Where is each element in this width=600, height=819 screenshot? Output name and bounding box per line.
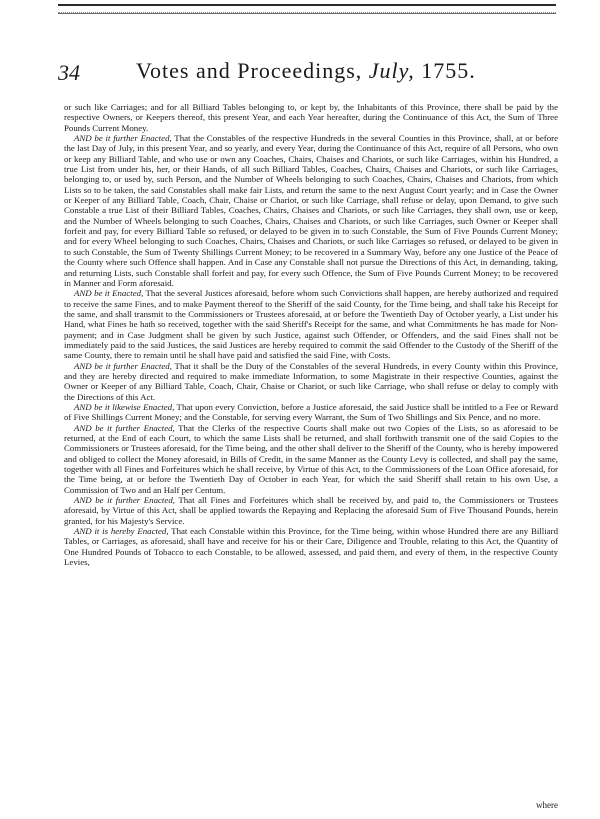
paragraph-1: or such like Carriages; and for all Billiard Tables belonging to, or kept by, the Inhabitants of this Province, there shall be paid by the respective Owners, or Keepers thereof, this present Year, and each Year hereafter, during the Continuance of this Act, the Sum of Three Pounds Current Money. [64, 102, 558, 133]
paragraph-5: AND be it likewise Enacted, That upon every Conviction, before a Justice aforesaid, the said Justice shall be intitled to a Fee or Reward of Five Shillings Current Money; and the Constable, for serving every Warrant, the Sum of Two Shillings and Six Pence, and no more. [64, 401, 558, 423]
paragraph-7: AND be it further Enacted, That all Fines and Forfeitures which shall be received by, and paid to, the Commissioners or Trustees aforesaid, by Virtue of this Act, shall be applied towards the Repaying and Replacing the aforesaid Sum of Five Thousand Pounds, herein granted, for his Majesty's Service. [64, 495, 558, 526]
enacting-clause: AND be it likewise Enacted, [74, 401, 175, 412]
running-title-month: July, [368, 58, 415, 83]
page-number: 34 [58, 60, 80, 85]
document-body [64, 102, 558, 567]
enacting-clause: AND be it further Enacted, [74, 360, 172, 371]
running-header [58, 58, 556, 94]
running-title [136, 58, 556, 84]
paragraph-2: AND be it further Enacted, That the Constables of the respective Hundreds in the several Counties in this Province, shall, at or before the last Day of July, in this present Year, and so yearly, and every Year, during the Continuance of this Act, require of all Persons, who own or keep any Billiard Table, and who use or own any Coaches, Chairs, Chaises and Chariots, or such like Carriages, within his Hundred, a true List from under his, her, or their Hands, of all such Billiard Tables, Coaches, Chairs, Chaises and Chariots, or such like Carriages, belonging to, or used by, such Person, and the Number of Wheels belonging to such Coaches, Chairs, Chaises and Chariots, from which Lists so to be taken, the said Constables shall make fair Lists, and return the same to the next August Court yearly; and in Case the Owner or Keeper of any Billiard Table, Coach, Chair, Chaise or Chariot, or such like Carriage, shall refuse or delay, upon Demand, to give such Constable a true List of their Billiard Tables, Coaches, Chairs, Chaises and Chariots, or such like Carriages, they shall own, use or keep, and the Number of Wheels belonging to such Coaches, Chairs, Chaises and Chariots, or such like Carriages, such Owner or Keeper shall forfeit and pay, for every Billiard Table so refused, or delayed to be given in to such Constable, the Sum of Five Pounds Current Money; and for every Wheel belonging to such Coaches, Chairs, Chaises and Chariots, or such like Carriages so refused, or delayed to be given in to such Constable, the Sum of Twenty Shillings Current Money; to be recovered in a Summary Way, before any one Justice of the Peace of the County where such Offence shall happen. And in Case any Constable shall not pursue the Directions of this Act, in demanding, taking, and returning Lists, such Constable shall forfeit and pay, for every such Offence, the Sum of Five Pounds Current Money; to be recovered in Manner and Form aforesaid. [64, 133, 558, 288]
running-title-main: Votes and Proceedings, [136, 58, 363, 83]
enacting-clause: AND be it Enacted, [74, 288, 144, 299]
paragraph-6: AND be it further Enacted, That the Clerks of the respective Courts shall make out two Copies of the Lists, so as aforesaid to be returned, at the End of each Court, to which the same Lists shall be returned, and shall forthwith transmit one of the said Copies to the Commissioners or Trustees aforesaid, for the Time being, and the other shall deliver to the Sheriff of the County, who is hereby impowered and obliged to collect the Money aforesaid, in Bills of Credit, in the same Manner as the County Levy is collected, and shall pay the same, together with all Fines and Forfeitures which he shall receive, by Virtue of this Act, to the Commissioners of the Loan Office aforesaid, for the Time being, at or before the Twentieth Day of October in each Year, for which the said Sheriff shall retain to his own Use, a Commission of Two and an Half per Centum. [64, 422, 559, 495]
catchword: where [536, 800, 558, 810]
enacting-clause: AND it is hereby Enacted, [74, 526, 169, 537]
running-title-year: 1755. [421, 58, 476, 83]
enacting-clause: AND be it further Enacted, [74, 133, 172, 144]
paragraph-8: AND it is hereby Enacted, That each Constable within this Province, for the Time being, within whose Hundred there are any Billiard Tables, or Carriages, as aforesaid, shall have and receive for his or their Care, Diligence and Trouble, relating to this Act, the Quantity of One Hundred Pounds of Tobacco to each Constable, to be allowed, assessed, and paid them, and every of them, in the respective County Levies, [64, 526, 558, 568]
enacting-clause: AND be it further Enacted, [74, 495, 175, 506]
enacting-clause: AND be it further Enacted, [74, 422, 175, 433]
paragraph-4: AND be it further Enacted, That it shall be the Duty of the Constables of the several Hundreds, in every County within this Province, and they are hereby directed and required to make immediate Information, to some Magistrate in their respective Counties, against the Owner or Keeper of any Billiard Table, Coach, Chair, Chaise or Chariot, or such like Carriage, who shall refuse or delay to comply with the Directions of this Act. [64, 360, 558, 402]
paragraph-3: AND be it Enacted, That the several Justices aforesaid, before whom such Convictions shall happen, are hereby authorized and required to receive the same Fines, and to make Payment thereof to the Sheriff of the said County, for the Time being, and shall take his Receipt for the same, and shall transmit to the Commissioners or Trustees aforesaid, at or before the Twentieth Day of October yearly, a List under his Hand, what Fines he hath so received, together with the said Sheriff's Receipt for the same, and what Commitments he has made for Non-payment; and in Case Judgment shall be given by such Justice, against such Offender, or Offenders, and the said Fines shall not be immediately paid to the said Justices, the said Justices are hereby required to commit the said Offender to the Custody of the Sheriff of the same County, there to remain until he shall have paid and satisfied the said Fine, with Costs. [64, 288, 558, 361]
top-border-ornament [58, 12, 556, 13]
